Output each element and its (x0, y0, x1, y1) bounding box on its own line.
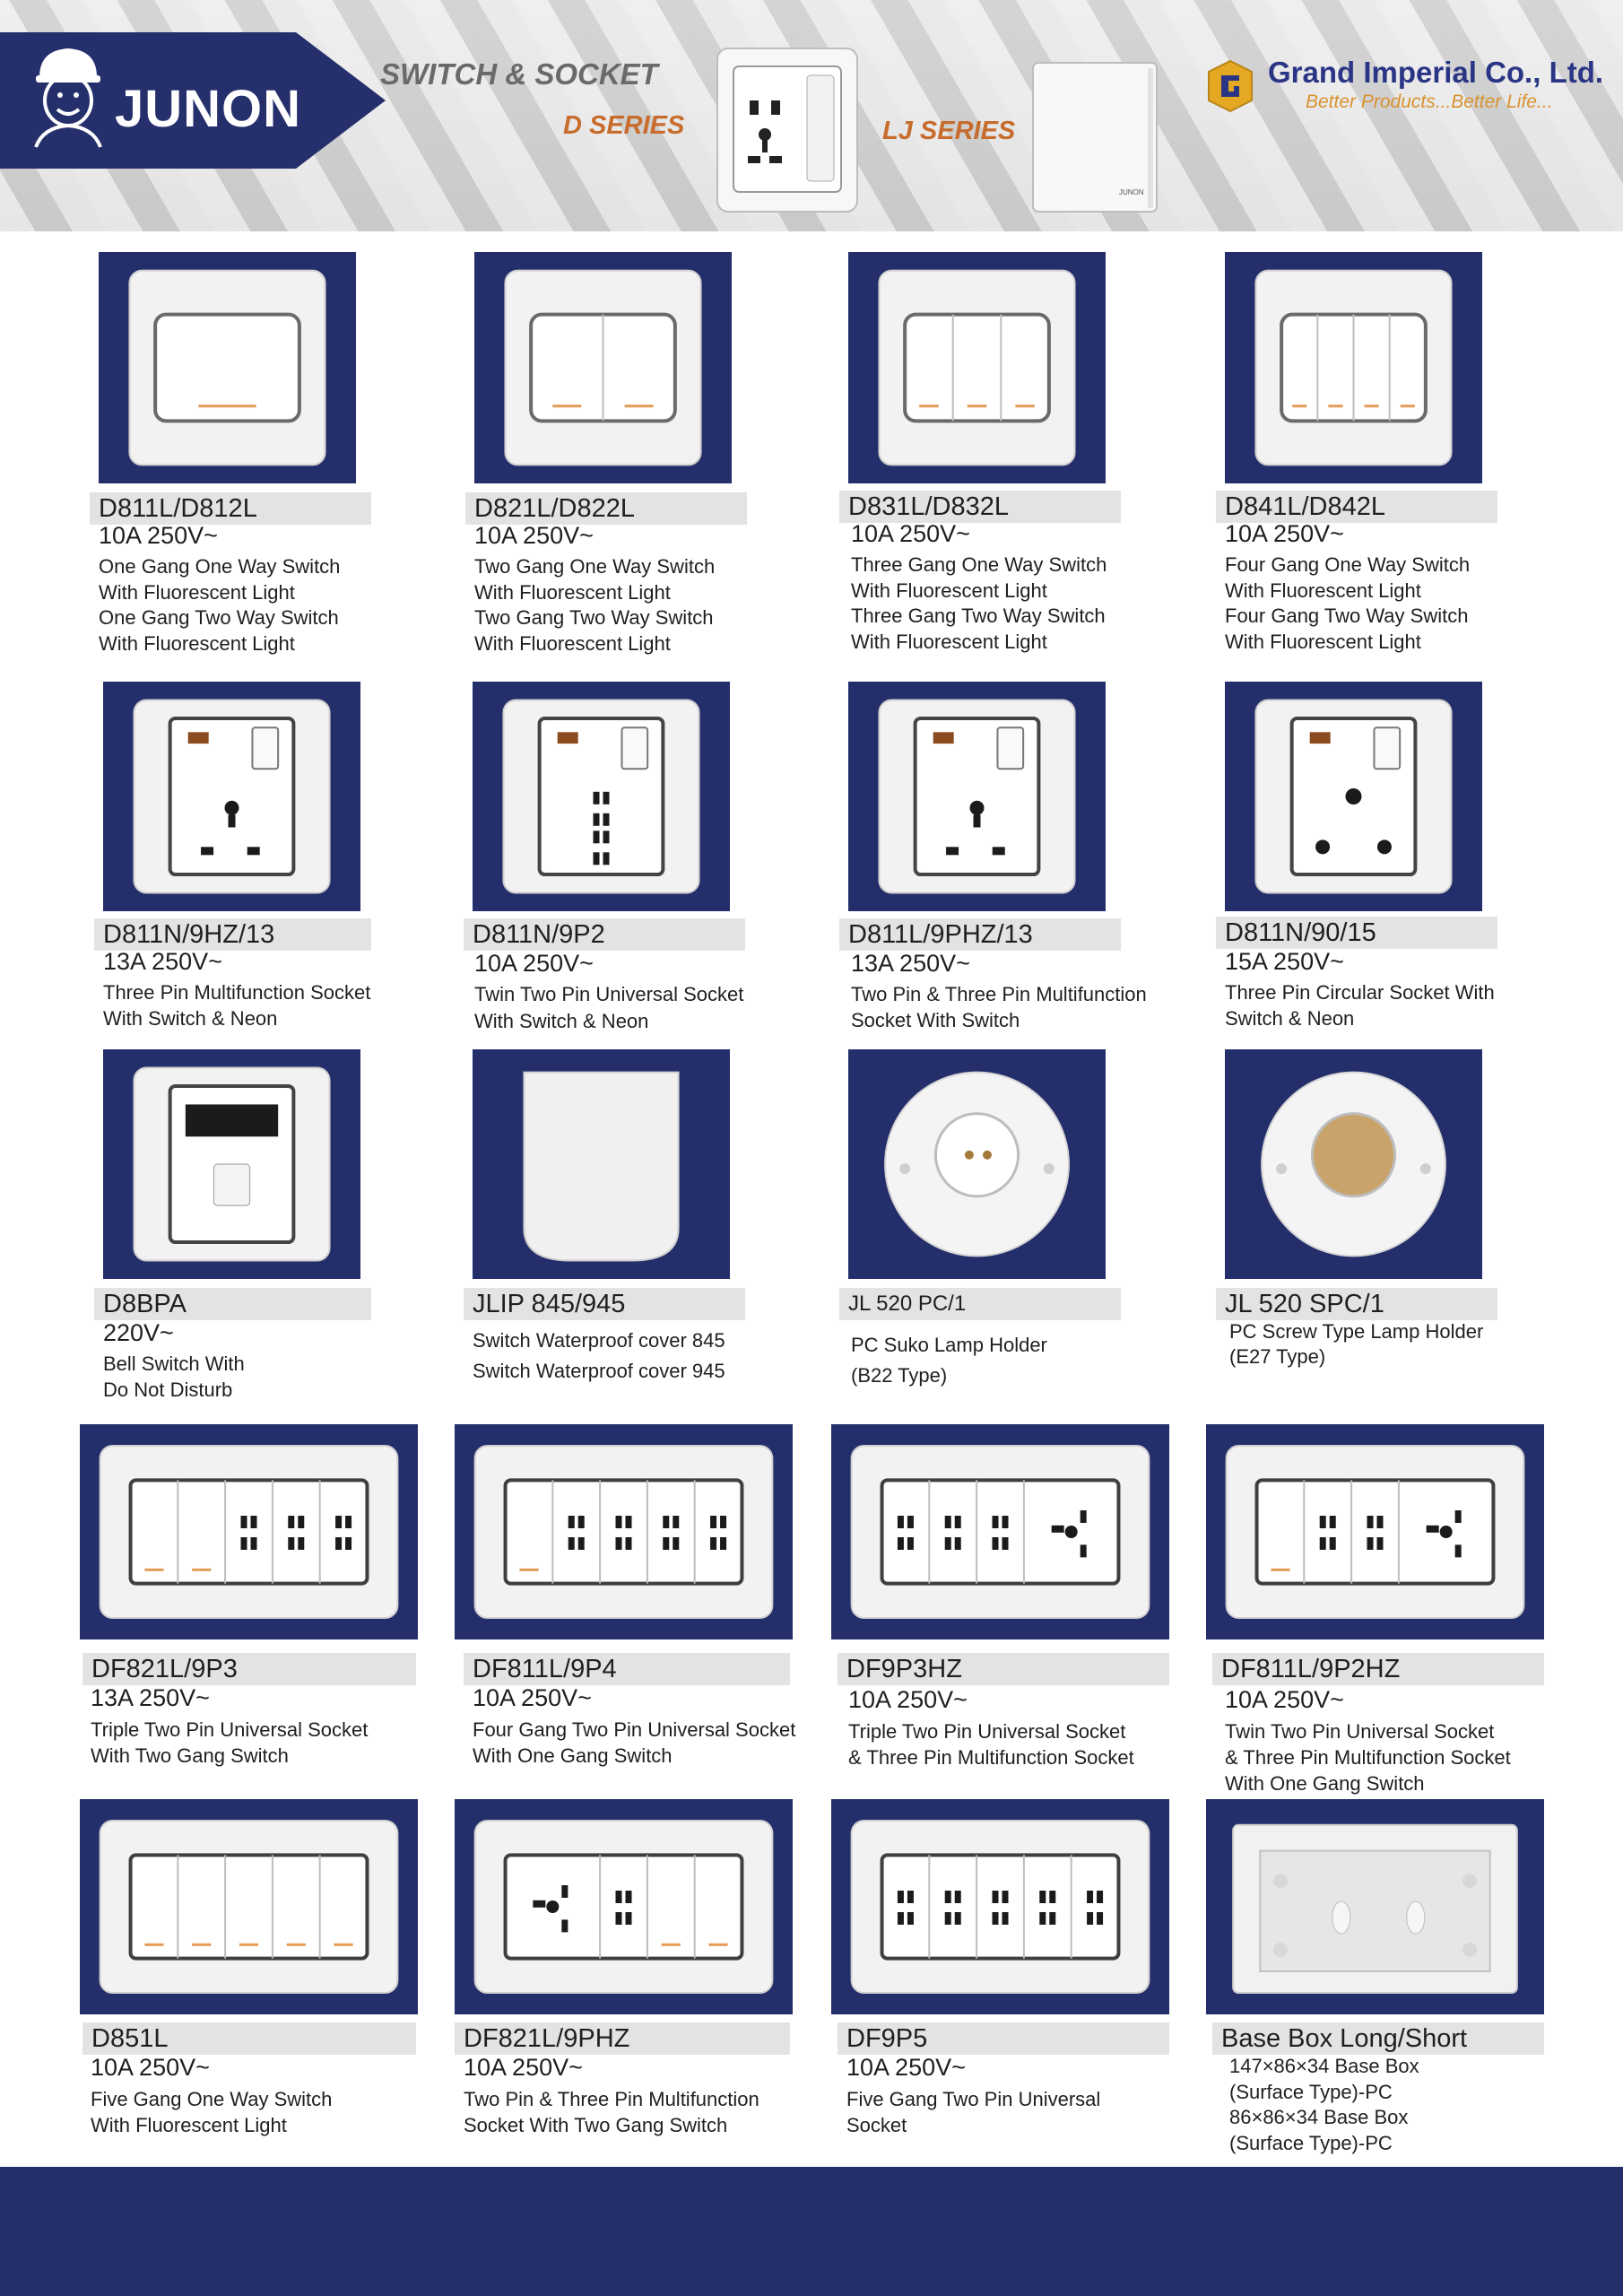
product-description (851, 981, 1147, 1033)
description-line: & Three Pin Multifunction Socket (1225, 1746, 1511, 1769)
product-code: D841L/D842L (1216, 491, 1497, 523)
product-code: JL 520 PC/1 (839, 1288, 1121, 1320)
description-line: Twin Two Pin Universal Socket (474, 983, 744, 1005)
series-label-lj: LJ SERIES (882, 117, 1016, 145)
product-rating: 10A 250V~ (473, 1684, 592, 1711)
product-description (1229, 2054, 1419, 2156)
product-code: D811N/90/15 (1216, 917, 1497, 949)
product-image (80, 1799, 418, 2014)
product-rating: 10A 250V~ (91, 2054, 210, 2081)
product-rating: 10A 250V~ (848, 1686, 968, 1713)
product-code: D8BPA (94, 1288, 371, 1320)
product-code: D821L/D822L (465, 492, 747, 525)
description-line: With Fluorescent Light (91, 2114, 287, 2136)
product-rating: 10A 250V~ (1225, 1686, 1344, 1713)
product-code: D811L/D812L (90, 492, 371, 525)
catalog-title: SWITCH & SOCKET (380, 57, 658, 91)
product-code: DF811L/9P4 (464, 1653, 790, 1685)
product-description (851, 1330, 1047, 1391)
product-image (1225, 252, 1482, 483)
mascot-worker-icon (27, 41, 109, 149)
product-image (474, 252, 732, 483)
product-illustration (848, 252, 1106, 483)
product-code: D811N/9P2 (464, 918, 745, 951)
description-line: With One Gang Switch (473, 1744, 673, 1767)
product-illustration (473, 1049, 730, 1279)
description-line: 86×86×34 Base Box (1229, 2106, 1409, 2128)
product-description (103, 979, 370, 1031)
description-line: With Fluorescent Light (474, 631, 671, 655)
description-line: (Surface Type)-PC (1229, 2080, 1393, 2103)
product-illustration (1206, 1424, 1544, 1639)
description-line: With Switch & Neon (103, 1007, 278, 1030)
product-description (99, 554, 340, 657)
product-description (1229, 1319, 1483, 1370)
product-rating: 15A 250V~ (1225, 948, 1344, 975)
product-description (103, 1351, 245, 1403)
product-image (455, 1799, 793, 2014)
product-description (474, 981, 743, 1035)
description-line: With Fluorescent Light (99, 631, 295, 655)
description-line: With Two Gang Switch (91, 1744, 289, 1767)
description-line: With Switch & Neon (474, 1010, 649, 1032)
description-line: Two Gang Two Way Switch (474, 606, 714, 629)
description-line: With One Gang Switch (1225, 1772, 1425, 1795)
product-image (1206, 1799, 1544, 2014)
product-image (831, 1799, 1169, 2014)
product-illustration (1206, 1799, 1544, 2014)
product-code: Base Box Long/Short (1212, 2022, 1544, 2055)
description-line: Five Gang One Way Switch (91, 2088, 333, 2110)
product-illustration (831, 1424, 1169, 1639)
product-image (848, 682, 1106, 911)
product-illustration (455, 1424, 793, 1639)
product-rating: 10A 250V~ (851, 520, 970, 547)
description-line: Three Pin Multifunction Socket (103, 981, 371, 1004)
product-image (1206, 1424, 1544, 1639)
product-image (473, 1049, 730, 1279)
header-plate-mark: JUNON (1119, 188, 1144, 196)
product-rating: 13A 250V~ (91, 1684, 210, 1711)
brand-name: JUNON (115, 80, 302, 138)
product-illustration (1225, 1049, 1482, 1279)
product-rating: 13A 250V~ (851, 950, 970, 977)
product-description (846, 2086, 1100, 2138)
description-line: With Fluorescent Light (1225, 630, 1421, 653)
product-description (1225, 1718, 1511, 1796)
product-illustration (1225, 682, 1482, 911)
product-description (848, 1718, 1134, 1770)
product-image (831, 1424, 1169, 1639)
product-description (473, 1717, 795, 1769)
product-illustration (474, 252, 732, 483)
description-line: Socket (846, 2114, 907, 2136)
product-code: JL 520 SPC/1 (1216, 1288, 1497, 1320)
description-line: PC Suko Lamp Holder (851, 1334, 1047, 1356)
product-rating: 220V~ (103, 1319, 174, 1346)
product-illustration (831, 1799, 1169, 2014)
product-illustration (455, 1799, 793, 2014)
product-image (848, 1049, 1106, 1279)
product-rating: 10A 250V~ (846, 2054, 966, 2081)
description-line: Three Pin Circular Socket With (1225, 981, 1495, 1004)
description-line: With Fluorescent Light (851, 630, 1047, 653)
footer-band (0, 2167, 1623, 2296)
description-line: Socket With Two Gang Switch (464, 2114, 728, 2136)
product-image (848, 252, 1106, 483)
product-image (1225, 1049, 1482, 1279)
product-image (455, 1424, 793, 1639)
product-illustration (103, 682, 360, 911)
product-image (80, 1424, 418, 1639)
header-socket-image (714, 45, 861, 215)
product-illustration (473, 682, 730, 911)
product-description (851, 552, 1107, 655)
description-line: With Fluorescent Light (474, 580, 671, 604)
description-line: PC Screw Type Lamp Holder (1229, 1320, 1484, 1343)
product-code: JLIP 845/945 (464, 1288, 745, 1320)
description-line: With Fluorescent Light (1225, 578, 1421, 602)
description-line: With Fluorescent Light (99, 580, 295, 604)
product-rating: 10A 250V~ (474, 950, 594, 977)
description-line: One Gang One Way Switch (99, 555, 341, 578)
product-description (1225, 552, 1470, 655)
product-code: DF821L/9P3 (82, 1653, 416, 1685)
product-code: DF821L/9PHZ (455, 2022, 790, 2055)
product-code: DF9P3HZ (838, 1653, 1169, 1685)
description-line: Switch Waterproof cover 845 (473, 1329, 725, 1352)
description-line: 147×86×34 Base Box (1229, 2055, 1419, 2077)
product-rating: 10A 250V~ (464, 2054, 583, 2081)
product-code: DF9P5 (838, 2022, 1169, 2055)
product-code: D851L (82, 2022, 416, 2055)
description-line: With Fluorescent Light (851, 578, 1047, 602)
description-line: Bell Switch With (103, 1352, 245, 1375)
description-line: Triple Two Pin Universal Socket (848, 1720, 1126, 1743)
description-line: Three Gang Two Way Switch (851, 604, 1106, 627)
description-line: (B22 Type) (851, 1364, 948, 1387)
product-rating: 10A 250V~ (1225, 520, 1344, 547)
description-line: Socket With Switch (851, 1009, 1020, 1031)
product-code: D811N/9HZ/13 (94, 918, 371, 951)
product-rating: 10A 250V~ (474, 522, 594, 549)
description-line: Four Gang Two Pin Universal Socket (473, 1718, 796, 1741)
description-line: (E27 Type) (1229, 1345, 1326, 1368)
product-image (103, 682, 360, 911)
company-logo-icon (1203, 59, 1257, 113)
description-line: Two Pin & Three Pin Multifunction (851, 983, 1147, 1005)
product-description (91, 1717, 368, 1769)
description-line: Five Gang Two Pin Universal (846, 2088, 1101, 2110)
product-rating: 13A 250V~ (103, 948, 222, 975)
product-illustration (1225, 252, 1482, 483)
product-description (473, 1326, 725, 1387)
product-illustration (99, 252, 356, 483)
product-illustration (80, 1424, 418, 1639)
series-label-d: D SERIES (563, 111, 685, 140)
description-line: Four Gang One Way Switch (1225, 553, 1471, 576)
product-image (473, 682, 730, 911)
description-line: Four Gang Two Way Switch (1225, 604, 1469, 627)
product-code: D811L/9PHZ/13 (839, 918, 1121, 951)
description-line: Do Not Disturb (103, 1378, 233, 1401)
product-image (103, 1049, 360, 1279)
description-line: Three Gang One Way Switch (851, 553, 1107, 576)
description-line: Twin Two Pin Universal Socket (1225, 1720, 1495, 1743)
company-name: Grand Imperial Co., Ltd. (1268, 56, 1604, 89)
description-line: Triple Two Pin Universal Socket (91, 1718, 369, 1741)
product-rating: 10A 250V~ (99, 522, 218, 549)
product-illustration (103, 1049, 360, 1279)
header-banner (0, 0, 1623, 231)
product-description (474, 554, 715, 657)
description-line: Two Pin & Three Pin Multifunction (464, 2088, 759, 2110)
company-slogan: Better Products...Better Life... (1306, 91, 1553, 112)
description-line: One Gang Two Way Switch (99, 606, 339, 629)
product-illustration (80, 1799, 418, 2014)
description-line: & Three Pin Multifunction Socket (848, 1746, 1134, 1769)
description-line: (Surface Type)-PC (1229, 2131, 1393, 2154)
product-image (99, 252, 356, 483)
product-description (91, 2086, 332, 2138)
description-line: Two Gang One Way Switch (474, 555, 716, 578)
product-code: DF811L/9P2HZ (1212, 1653, 1544, 1685)
description-line: Switch Waterproof cover 945 (473, 1360, 725, 1382)
product-description (1225, 979, 1495, 1031)
product-image (1225, 682, 1482, 911)
product-illustration (848, 1049, 1106, 1279)
product-illustration (848, 682, 1106, 911)
description-line: Switch & Neon (1225, 1007, 1355, 1030)
product-description (464, 2086, 759, 2138)
product-code: D831L/D832L (839, 491, 1121, 523)
